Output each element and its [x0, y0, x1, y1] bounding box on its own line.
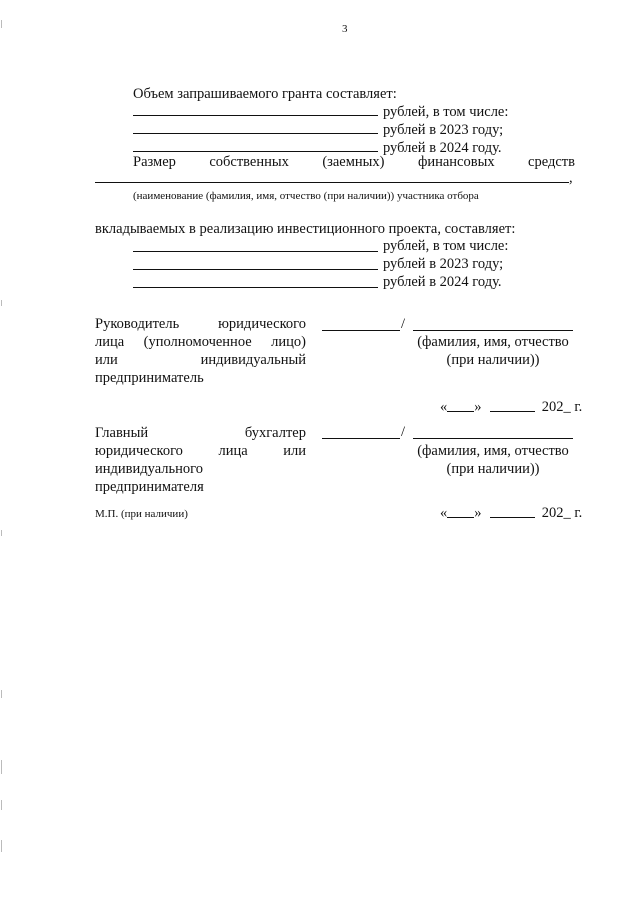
head-name-field[interactable] — [413, 330, 573, 331]
investment-total-suffix: рублей, в том числе: — [383, 238, 509, 254]
head-date-year: 202_ г. — [541, 399, 583, 415]
grant-heading: Объем запрашиваемого гранта составляет: — [133, 86, 397, 102]
grant-total-suffix: рублей, в том числе: — [383, 104, 509, 120]
date-quote-close: » — [474, 399, 482, 415]
head-title-word: Руководитель — [95, 316, 180, 332]
accountant-title-word: бухгалтер — [244, 425, 306, 441]
accountant-title-line-2 — [95, 442, 306, 460]
accountant-title-word: юридического — [95, 443, 183, 459]
stamp-date — [440, 504, 582, 522]
head-title-line-1 — [95, 315, 306, 333]
investment-heading: вкладываемых в реализацию инвестиционного проекта, составляет: — [95, 221, 516, 237]
accountant-title-word: Главный — [95, 425, 149, 441]
head-name-caption-2: (при наличии)) — [446, 352, 540, 368]
grant-2023-suffix: рублей в 2023 году; — [383, 122, 504, 138]
head-title-word: лица — [95, 334, 125, 350]
head-slash: / — [401, 316, 406, 332]
accountant-name-field[interactable] — [413, 438, 573, 439]
accountant-name-caption-2: (при наличии)) — [446, 461, 540, 477]
accountant-title-word: лица — [218, 443, 248, 459]
grant-2024-field[interactable] — [133, 151, 378, 152]
own-funds-word: собственных — [209, 154, 289, 170]
own-funds-word: (заемных) — [322, 154, 385, 170]
head-title-line-2 — [95, 333, 306, 351]
own-funds-word: Размер — [133, 154, 176, 170]
investment-total-field[interactable] — [133, 251, 378, 252]
head-title-word: индивидуальный — [200, 352, 306, 368]
investment-2023-suffix: рублей в 2023 году; — [383, 256, 504, 272]
own-funds-word: средств — [528, 154, 575, 170]
date-quote-close: » — [474, 505, 482, 521]
head-title-word: юридического — [218, 316, 306, 332]
participant-name-comma: , — [569, 170, 573, 186]
head-title-word: или — [95, 352, 118, 368]
accountant-title-line-3: индивидуального — [95, 461, 203, 477]
head-signature-field[interactable] — [322, 330, 400, 331]
head-title-word: лицо) — [271, 334, 306, 350]
grant-2023-field[interactable] — [133, 133, 378, 134]
stamp-date-year: 202_ г. — [541, 505, 583, 521]
head-date — [440, 398, 582, 416]
stamp-date-month-field[interactable] — [490, 505, 535, 518]
accountant-title-word: или — [283, 443, 306, 459]
investment-2024-field[interactable] — [133, 287, 378, 288]
page-number: 3 — [342, 23, 348, 35]
head-date-month-field[interactable] — [490, 399, 535, 412]
own-funds-word: финансовых — [417, 154, 495, 170]
head-name-caption-1: (фамилия, имя, отчество — [417, 334, 569, 350]
head-title-line-4: предприниматель — [95, 370, 204, 386]
head-title-line-3 — [95, 351, 306, 369]
date-quote-open: « — [440, 399, 448, 415]
accountant-name-caption-1: (фамилия, имя, отчество — [417, 443, 569, 459]
grant-2024-suffix: рублей в 2024 году. — [383, 140, 502, 156]
head-title-word: (уполномоченное — [143, 334, 252, 350]
participant-name-field[interactable] — [95, 182, 569, 183]
accountant-title-line-1 — [95, 424, 306, 442]
accountant-slash: / — [401, 424, 406, 440]
own-funds-heading — [133, 153, 575, 171]
participant-name-caption: (наименование (фамилия, имя, отчество (при наличии)) участника отбора — [133, 190, 479, 202]
accountant-signature-field[interactable] — [322, 438, 400, 439]
grant-total-field[interactable] — [133, 115, 378, 116]
investment-2024-suffix: рублей в 2024 году. — [383, 274, 502, 290]
scan-edge-marks — [0, 0, 3, 901]
investment-2023-field[interactable] — [133, 269, 378, 270]
date-quote-open: « — [440, 505, 448, 521]
stamp-label: М.П. (при наличии) — [95, 508, 188, 520]
accountant-title-line-4: предпринимателя — [95, 479, 204, 495]
stamp-date-day-field[interactable] — [447, 505, 474, 518]
head-date-day-field[interactable] — [447, 399, 474, 412]
